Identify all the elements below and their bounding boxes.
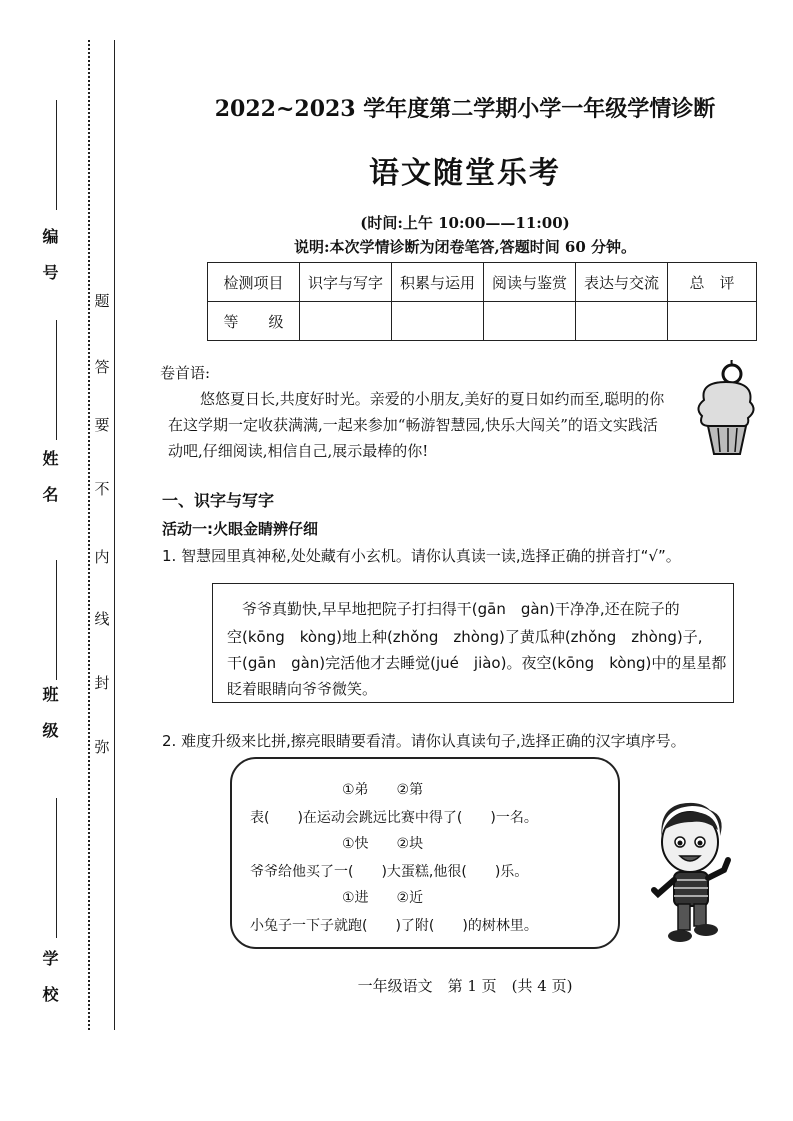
preface-line: 在这学期一定收获满满,一起来参加“畅游智慧园,快乐大闯关”的语文实践活 <box>168 416 658 434</box>
class-field[interactable] <box>56 560 57 680</box>
name-label: 姓名 <box>40 450 59 522</box>
question-2-box <box>230 757 620 949</box>
grade-cell[interactable] <box>484 302 576 341</box>
seal-char: 弥 <box>94 738 110 756</box>
name-field[interactable] <box>56 320 57 440</box>
page-footer: 一年级语文 第 1 页 (共 4 页) <box>357 977 573 995</box>
grade-header-cell: 检测项目 <box>208 263 300 302</box>
exam-subtitle: 语文随堂乐考 <box>369 156 561 191</box>
grade-table-header-row <box>208 263 757 302</box>
exam-time: (时间:上午 10:00——11:00) <box>360 214 570 232</box>
grade-cell[interactable] <box>668 302 757 341</box>
q2-options: ①弟 ②第 <box>342 782 424 798</box>
dotted-cut-line <box>88 40 90 1030</box>
number-label: 编号 <box>40 228 59 300</box>
seal-char: 内 <box>94 548 110 566</box>
grade-header-cell: 积累与运用 <box>392 263 484 302</box>
grade-header-cell: 表达与交流 <box>576 263 668 302</box>
grade-header-cell: 识字与写字 <box>300 263 392 302</box>
q1-passage-line: 空(kōng kòng)地上种(zhǒng zhòng)了黄瓜种(zhǒng zhòng)子, <box>227 628 703 646</box>
question-2: 2. 难度升级来比拼,擦亮眼睛要看清。请你认真读句子,选择正确的汉字填序号。 <box>162 732 686 750</box>
q2-sentence: 小兔子一下子就跑( )了附( )的树林里。 <box>250 918 538 934</box>
grade-cell[interactable] <box>300 302 392 341</box>
cupcake-illustration <box>690 360 762 460</box>
preface-line: 悠悠夏日长,共度好时光。亲爱的小朋友,美好的夏日如约而至,聪明的你 <box>200 390 665 408</box>
q2-options: ①快 ②块 <box>342 836 424 852</box>
q2-options: ①进 ②近 <box>342 890 424 906</box>
school-field[interactable] <box>56 798 57 938</box>
q2-sentence: 表( )在运动会跳远比赛中得了( )一名。 <box>250 810 538 826</box>
seal-char: 题 <box>94 292 110 310</box>
grade-row-label: 等 级 <box>208 302 300 341</box>
grade-table <box>207 262 757 341</box>
grade-cell[interactable] <box>576 302 668 341</box>
binding-line <box>114 40 115 1030</box>
boy-illustration <box>640 800 740 950</box>
seal-char: 封 <box>94 674 110 692</box>
seal-char: 线 <box>94 610 110 628</box>
question-1-box <box>212 583 734 703</box>
seal-char: 不 <box>94 480 110 498</box>
q2-sentence: 爷爷给他买了一( )大蛋糕,他很( )乐。 <box>250 864 529 880</box>
q1-passage-line: 干(gān gàn)完活他才去睡觉(jué jiào)。夜空(kōng kòng)中的星星都 <box>227 654 727 672</box>
grade-header-cell: 阅读与鉴赏 <box>484 263 576 302</box>
activity-title: 活动一:火眼金睛辨仔细 <box>162 520 318 538</box>
seal-char: 要 <box>94 416 110 434</box>
preface-label: 卷首语: <box>160 364 211 382</box>
grade-table-row <box>208 302 757 341</box>
preface-line: 动吧,仔细阅读,相信自己,展示最棒的你! <box>168 442 429 460</box>
grade-cell[interactable] <box>392 302 484 341</box>
class-label: 班级 <box>40 686 59 758</box>
q1-passage-line: 爷爷真勤快,早早地把院子打扫得干(gān gàn)干净净,还在院子的 <box>227 600 680 618</box>
section-title: 一、识字与写字 <box>162 491 275 510</box>
exam-title: 2022~2023 学年度第二学期小学一年级学情诊断 <box>214 96 716 122</box>
school-label: 学校 <box>40 950 59 1022</box>
grade-header-cell: 总 评 <box>668 263 757 302</box>
seal-char: 答 <box>94 358 110 376</box>
q1-passage-line: 眨着眼睛向爷爷微笑。 <box>227 680 378 698</box>
question-1: 1. 智慧园里真神秘,处处藏有小玄机。请你认真读一读,选择正确的拼音打“√”。 <box>162 547 681 565</box>
exam-instruction: 说明:本次学情诊断为闭卷笔答,答题时间 60 分钟。 <box>293 238 637 256</box>
number-field[interactable] <box>56 100 57 210</box>
